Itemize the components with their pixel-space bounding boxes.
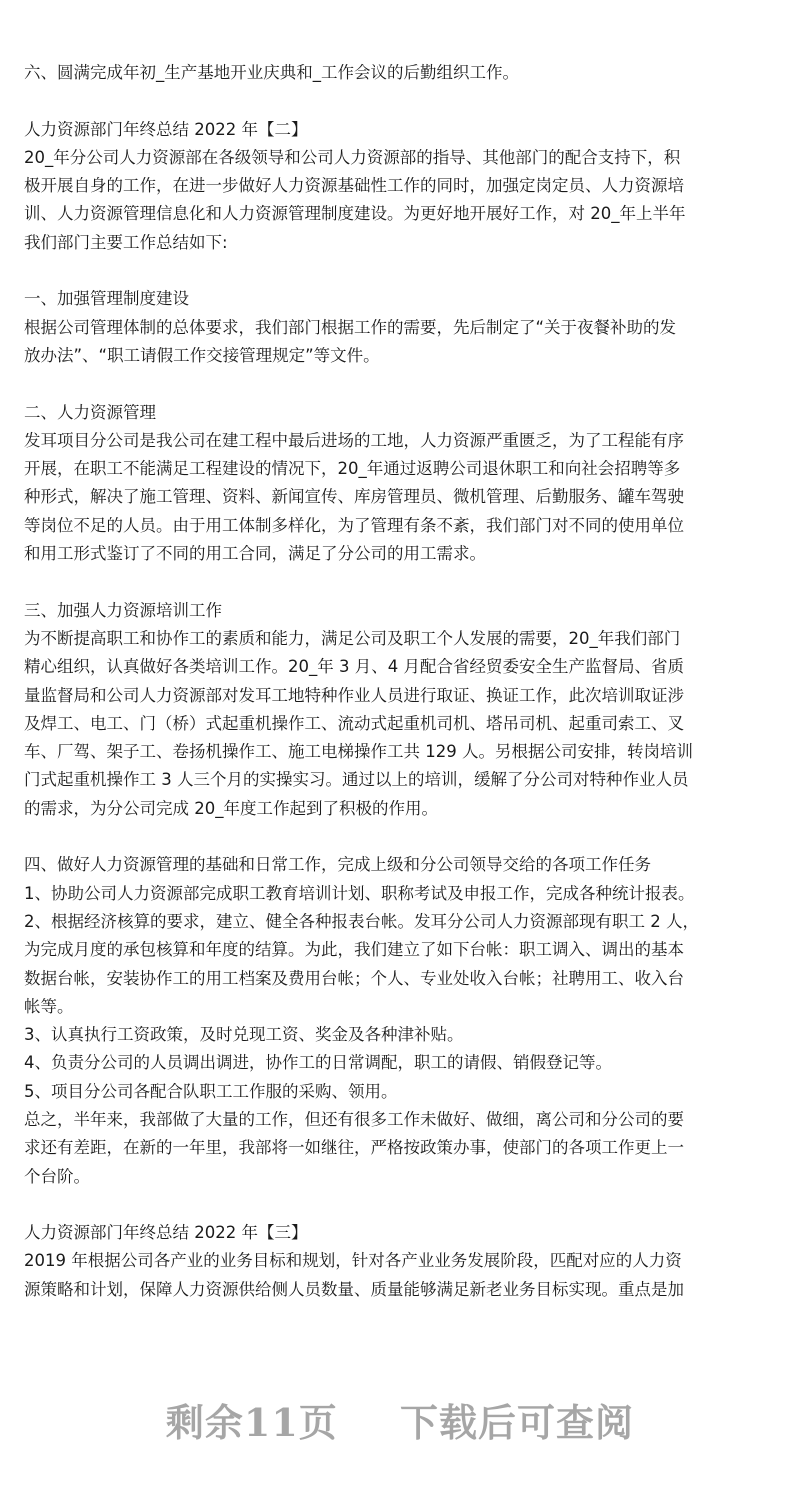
blank-line — [24, 87, 784, 115]
text-line: 训、人力资源管理信息化和人力资源管理制度建设。为更好地开展好工作，对 20_年上半年 — [24, 204, 686, 224]
text-line: 为不断提高职工和协作工的素质和能力，满足公司及职工个人发展的需要，20_年我们部门 — [24, 628, 681, 648]
blank-line — [24, 568, 784, 596]
text-line: 门式起重机操作工 3 人三个月的实操实习。通过以上的培训，缓解了分公司对特种作业人员 — [24, 770, 689, 790]
download-prompt[interactable] — [0, 1392, 800, 1447]
text-line: 我们部门主要工作总结如下: — [24, 232, 228, 252]
text-line: 1、协助公司人力资源部完成职工教育培训计划、职称考试及申报工作，完成各种统计报表。 — [24, 883, 695, 903]
text-line: 帐等。 — [24, 996, 74, 1016]
text-line: 发耳项目分公司是我公司在建工程中最后进场的工地，人力资源严重匮乏，为了工程能有序 — [24, 430, 684, 450]
text-line: 车、厂驾、架子工、卷扬机操作工、施工电梯操作工共 129 人。另根据公司安排，转岗培训 — [24, 742, 693, 762]
text-line: 个台阶。 — [24, 1166, 90, 1186]
text-line: 放办法”、“职工请假工作交接管理规定”等文件。 — [24, 345, 380, 365]
text-line: 的需求，为分公司完成 20_年度工作起到了积极的作用。 — [24, 798, 438, 818]
text-line: 和用工形式鉴订了不同的用工合同，满足了分公司的用工需求。 — [24, 544, 486, 564]
text-line: 量监督局和公司人力资源部对发耳工地特种作业人员进行取证、换证工作，此次培训取证涉 — [24, 685, 684, 705]
text-line: 三、加强人力资源培训工作 — [24, 600, 222, 620]
text-line: 数据台帐，安装协作工的用工档案及费用台帐；个人、专业处收入台帐；社聘用工、收入台 — [24, 968, 684, 988]
document-body — [24, 59, 784, 1304]
remaining-pages-label: 剩余11页 — [165, 1400, 338, 1445]
text-line: 种形式，解决了施工管理、资料、新闻宣传、库房管理员、微机管理、后勤服务、罐车驾驶 — [24, 487, 684, 507]
text-line: 精心组织，认真做好各类培训工作。20_年 3 月、4 月配合省经贸委安全生产监督局、省质 — [24, 657, 684, 677]
text-line: 2、根据经济核算的要求，建立、健全各种报表台帐。发耳分公司人力资源部现有职工 2 人， — [24, 911, 699, 931]
text-line: 一、加强管理制度建设 — [24, 289, 189, 309]
text-line: 人力资源部门年终总结 2022 年【三】 — [24, 1223, 308, 1243]
text-line: 开展，在职工不能满足工程建设的情况下，20_年通过返聘公司退休职工和向社会招聘等多 — [24, 459, 681, 479]
text-line: 人力资源部门年终总结 2022 年【二】 — [24, 119, 308, 139]
text-line: 及焊工、电工、门（桥）式起重机操作工、流动式起重机司机、塔吊司机、起重司索工、叉 — [24, 713, 684, 733]
text-line: 源策略和计划，保障人力资源供给侧人员数量、质量能够满足新老业务目标实现。重点是加 — [24, 1279, 684, 1299]
text-line: 六、圆满完成年初_生产基地开业庆典和_工作会议的后勤组织工作。 — [24, 63, 519, 82]
text-line: 二、人力资源管理 — [24, 402, 156, 422]
text-line: 求还有差距，在新的一年里，我部将一如继往，严格按政策办事，使部门的各项工作更上一 — [24, 1138, 684, 1158]
download-to-view-label[interactable]: 下载后可查阅 — [400, 1400, 635, 1445]
text-line: 为完成月度的承包核算和年度的结算。为此，我们建立了如下台帐：职工调入、调出的基本 — [24, 940, 684, 960]
text-line: 四、做好人力资源管理的基础和日常工作，完成上级和分公司领导交给的各项工作任务 — [24, 855, 651, 875]
blank-line — [24, 257, 784, 285]
text-line: 根据公司管理体制的总体要求，我们部门根据工作的需要，先后制定了“关于夜餐补助的发 — [24, 317, 677, 337]
text-line: 2019 年根据公司各产业的业务目标和规划，针对各产业业务发展阶段，匹配对应的人力资 — [24, 1251, 682, 1271]
blank-line — [24, 1191, 784, 1219]
text-line: 20_年分公司人力资源部在各级领导和公司人力资源部的指导、其他部门的配合支持下，积 — [24, 147, 681, 167]
blank-line — [24, 823, 784, 851]
text-line: 5、项目分公司各配合队职工工作服的采购、领用。 — [24, 1081, 398, 1101]
text-line: 总之，半年来，我部做了大量的工作，但还有很多工作未做好、做细，离公司和分公司的要 — [24, 1109, 684, 1129]
blank-line — [24, 370, 784, 398]
text-line: 等岗位不足的人员。由于用工体制多样化，为了管理有条不紊，我们部门对不同的使用单位 — [24, 515, 684, 535]
text-line: 极开展自身的工作，在进一步做好人力资源基础性工作的同时，加强定岗定员、人力资源培 — [24, 176, 684, 196]
text-line: 4、负责分公司的人员调出调进，协作工的日常调配，职工的请假、销假登记等。 — [24, 1053, 612, 1073]
text-line: 3、认真执行工资政策，及时兑现工资、奖金及各种津补贴。 — [24, 1025, 464, 1045]
